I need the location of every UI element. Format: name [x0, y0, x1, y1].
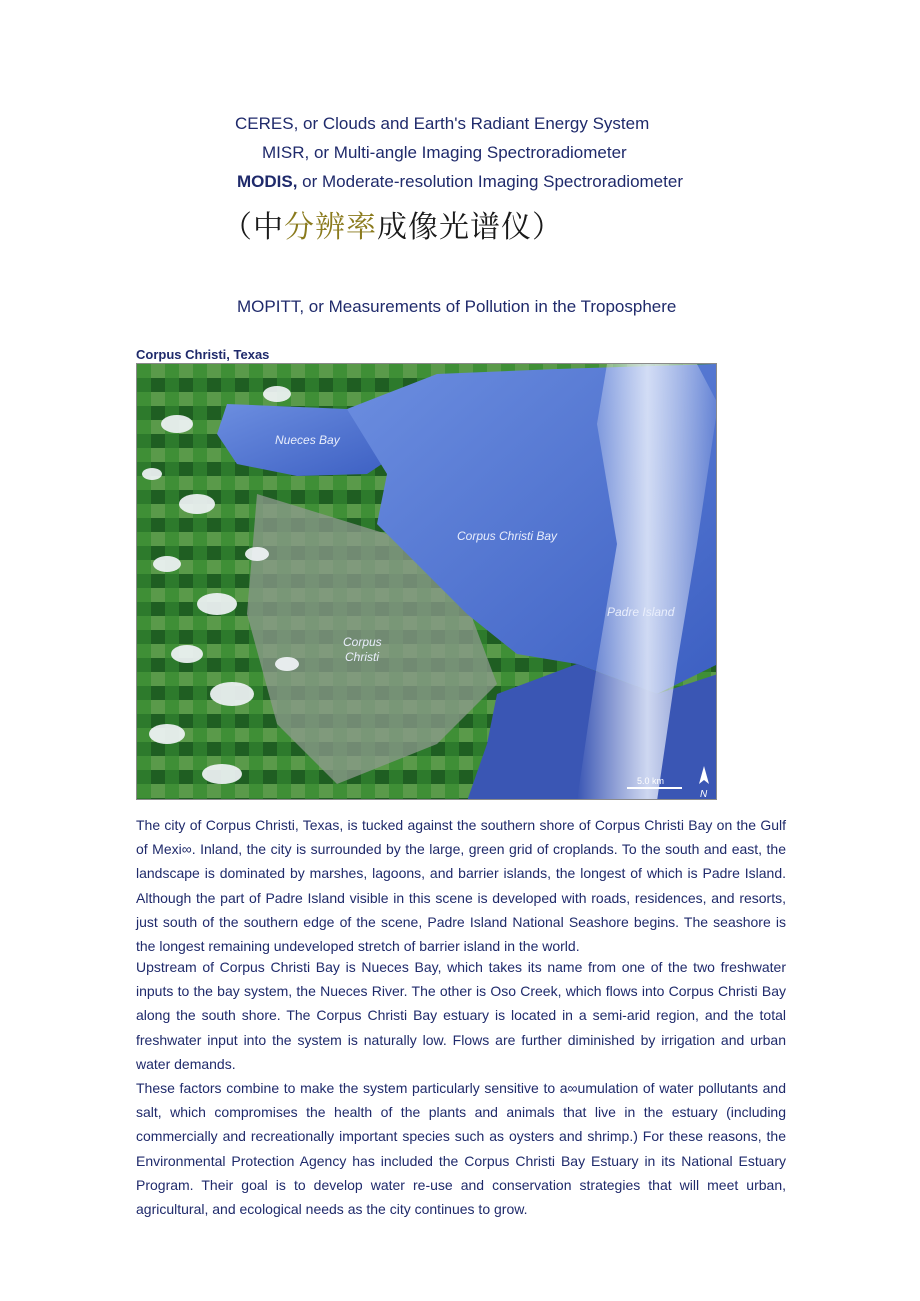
instrument-mopitt: MOPITT, or Measurements of Pollution in the Troposphere — [237, 297, 677, 316]
paragraph-2: Upstream of Corpus Christi Bay is Nueces Bay, which takes its name from one of the two freshwater inputs to the bay system, the Nueces River. The other is Oso Creek, which flows into Corpus Christi Bay along the south shore. The Corpus Christi Bay estuary is located in a semi-arid region, and the total freshwater input into the system is naturally low. Flows are further diminished by irrigation and urban water demands. — [136, 959, 786, 1072]
satellite-image — [136, 363, 717, 800]
paragraph-1: The city of Corpus Christi, Texas, is tucked against the southern shore of Corpus Christi Bay on the Gulf of Mexi∞. Inland, the city is surrounded by the large, green grid of croplands. To the south and east, the landscape is dominated by marshes, lagoons, and barrier islands, the longest of which is Padre Island. Although the part of Padre Island visible in this scene is developed with roads, residences, and resorts, just south of the southern edge of the scene, Padre Island National Seashore begins. The seashore is the longest remaining undeveloped stretch of barrier island in the world. — [136, 817, 786, 955]
label-padre-island: Padre Island — [607, 605, 675, 619]
label-city-line1: Corpus — [343, 635, 382, 649]
instrument-modis — [237, 172, 683, 192]
instrument-ceres: CERES, or Clouds and Earth's Radiant Energy System — [235, 114, 650, 133]
scale-label: 5.0 km — [637, 776, 665, 786]
label-city-line2: Christi — [345, 650, 380, 664]
label-nueces-bay: Nueces Bay — [275, 433, 340, 447]
modis-description: or Moderate-resolution Imaging Spectroradiometer — [297, 172, 683, 191]
cn-part-2: 分辨率 — [284, 210, 377, 245]
north-label: N — [700, 789, 708, 800]
label-corpus-christi-bay: Corpus Christi Bay — [457, 529, 558, 543]
cn-part-3: 成像光谱仪） — [377, 210, 563, 245]
modis-chinese-name — [222, 202, 563, 246]
paragraph-3: These factors combine to make the system particularly sensitive to a∞umulation of water pollutants and salt, which compromises the health of the plants and animals that live in the estuary (including commercially and recreationally important species such as oysters and shrimp.) For these reasons, the Environmental Protection Agency has included the Corpus Christi Bay Estuary in its National Estuary Program. Their goal is to develop water re-use and conservation strategies that will meet urban, agricultural, and ecological needs as the city continues to grow. — [136, 1080, 786, 1218]
figure-caption: Corpus Christi, Texas — [136, 347, 270, 362]
satellite-image-drawing — [137, 364, 717, 800]
cn-part-1: （中 — [222, 210, 284, 245]
modis-abbreviation: MODIS, — [237, 172, 298, 191]
instrument-misr: MISR, or Multi-angle Imaging Spectroradiometer — [262, 143, 627, 162]
